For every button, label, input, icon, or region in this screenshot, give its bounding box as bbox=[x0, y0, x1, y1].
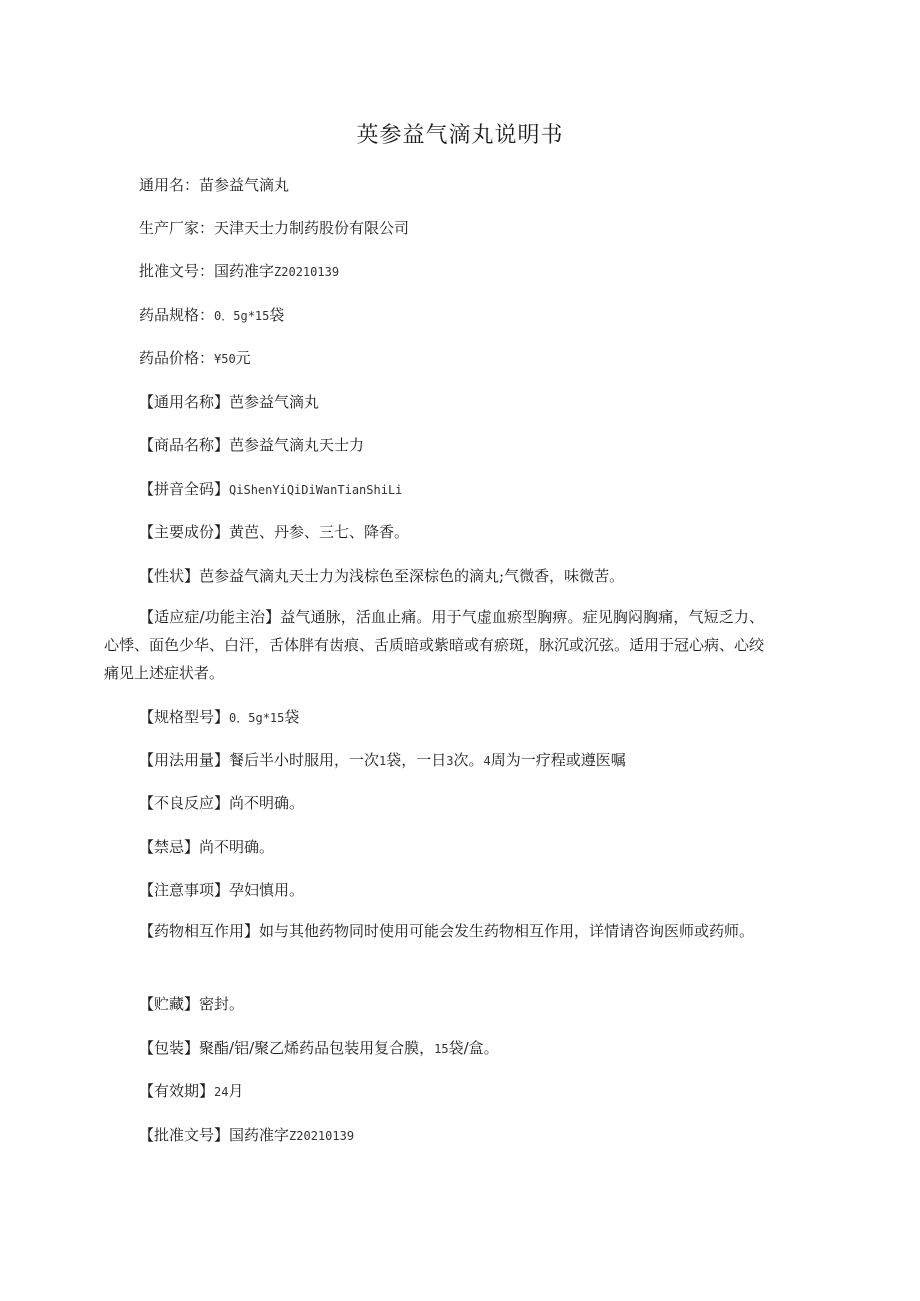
section-text: 国药准字 bbox=[229, 1126, 290, 1144]
section-label: 【包装】 bbox=[139, 1039, 200, 1057]
section-label: 【禁忌】 bbox=[139, 838, 200, 856]
field-value-unit: 元 bbox=[235, 349, 251, 367]
section-package bbox=[139, 1037, 499, 1058]
section-label: 【批准文号】 bbox=[139, 1126, 230, 1144]
section-appearance bbox=[139, 565, 624, 586]
section-label: 【性状】 bbox=[139, 567, 200, 585]
section-text: 袋/盒。 bbox=[448, 1039, 499, 1057]
field-value-code: Z20210139 bbox=[274, 265, 340, 279]
section-text: 芭参益气滴丸天士力 bbox=[229, 436, 365, 454]
field-value-code: 0．5g*15 bbox=[214, 309, 270, 323]
section-validity bbox=[139, 1080, 243, 1101]
section-text-unit: 袋 bbox=[284, 708, 300, 726]
section-contraindications bbox=[139, 836, 274, 857]
section-text: 周为一疗程或遵医嘱 bbox=[490, 751, 626, 769]
dosage-number: 3 bbox=[446, 754, 454, 768]
section-generic-name bbox=[139, 391, 319, 412]
field-label: 通用名： bbox=[139, 176, 200, 194]
field-manufacturer bbox=[139, 217, 409, 238]
field-specification bbox=[139, 304, 284, 325]
section-text: 尚不明确。 bbox=[229, 794, 305, 812]
section-trade-name bbox=[139, 434, 364, 455]
field-label: 药品规格： bbox=[139, 306, 215, 324]
section-text: 袋，一日 bbox=[386, 751, 447, 769]
section-text-code: 0．5g*15 bbox=[229, 711, 285, 725]
section-text: QiShenYiQiDiWanTianShiLi bbox=[229, 483, 403, 497]
section-pinyin bbox=[139, 478, 402, 499]
field-value-unit: 袋 bbox=[269, 306, 285, 324]
package-count: 15 bbox=[434, 1042, 449, 1056]
section-label: 【有效期】 bbox=[139, 1082, 215, 1100]
section-text: 尚不明确。 bbox=[199, 838, 275, 856]
section-text: 黄芭、丹参、三七、降香。 bbox=[229, 523, 410, 541]
field-price bbox=[139, 347, 251, 368]
section-spec bbox=[139, 706, 299, 727]
section-label: 【不良反应】 bbox=[139, 794, 230, 812]
field-label: 药品价格： bbox=[139, 349, 215, 367]
section-text: 密封。 bbox=[199, 995, 245, 1013]
section-text: 餐后半小时服用，一次 bbox=[229, 751, 380, 769]
field-approval-number bbox=[139, 260, 339, 281]
section-label: 【商品名称】 bbox=[139, 436, 230, 454]
section-text: 次。 bbox=[453, 751, 484, 769]
section-ingredients bbox=[139, 521, 409, 542]
dosage-number: 4 bbox=[483, 754, 491, 768]
section-label: 【用法用量】 bbox=[139, 751, 230, 769]
section-approval-number bbox=[139, 1124, 354, 1145]
section-label: 【贮藏】 bbox=[139, 995, 200, 1013]
section-text: 芭参益气滴丸 bbox=[229, 393, 320, 411]
field-value: 国药准字 bbox=[214, 262, 275, 280]
field-value: 苗参益气滴丸 bbox=[199, 176, 290, 194]
section-storage bbox=[139, 993, 244, 1014]
section-text: 芭参益气滴丸天士力为浅棕色至深棕色的滴丸;气微香，味微苦。 bbox=[199, 567, 625, 585]
section-label: 【规格型号】 bbox=[139, 708, 230, 726]
field-value: 天津天士力制药股份有限公司 bbox=[214, 219, 410, 237]
validity-months: 24 bbox=[214, 1085, 229, 1099]
section-label: 【拼音全码】 bbox=[139, 480, 230, 498]
section-label: 【通用名称】 bbox=[139, 393, 230, 411]
section-label: 【适应症/功能主治】 bbox=[139, 608, 281, 626]
section-indications bbox=[104, 603, 764, 687]
section-precautions bbox=[139, 879, 304, 900]
section-label: 【药物相互作用】 bbox=[139, 922, 260, 940]
section-text: 如与其他药物同时使用可能会发生药物相互作用，详情请咨询医师或药师。 bbox=[259, 922, 755, 940]
section-text: 孕妇慎用。 bbox=[229, 881, 305, 899]
dosage-number: 1 bbox=[379, 754, 387, 768]
field-value-code: ¥50 bbox=[214, 352, 236, 366]
section-text: 月 bbox=[228, 1082, 244, 1100]
section-text-code: Z20210139 bbox=[289, 1129, 355, 1143]
field-generic-name bbox=[139, 174, 289, 195]
field-label: 生产厂家： bbox=[139, 219, 215, 237]
page-title: 英参益气滴丸说明书 bbox=[356, 123, 564, 148]
section-text: 聚酯/铝/聚乙烯药品包装用复合膜， bbox=[199, 1039, 435, 1057]
section-dosage bbox=[139, 749, 626, 770]
section-adverse-reactions bbox=[139, 792, 304, 813]
field-label: 批准文号： bbox=[139, 262, 215, 280]
section-interactions bbox=[104, 917, 764, 945]
section-text: 益气通脉，活血止痛。用于气虚血瘀型胸痹。症见胸闷胸痛，气短乏力、心悸、面色少华、白汗，舌体胖有齿痕、舌质暗或紫暗或有瘀斑，脉沉或沉弦。适用于冠心病、心绞痛见上述症状者。 bbox=[104, 608, 765, 682]
section-label: 【注意事项】 bbox=[139, 881, 230, 899]
section-label: 【主要成份】 bbox=[139, 523, 230, 541]
